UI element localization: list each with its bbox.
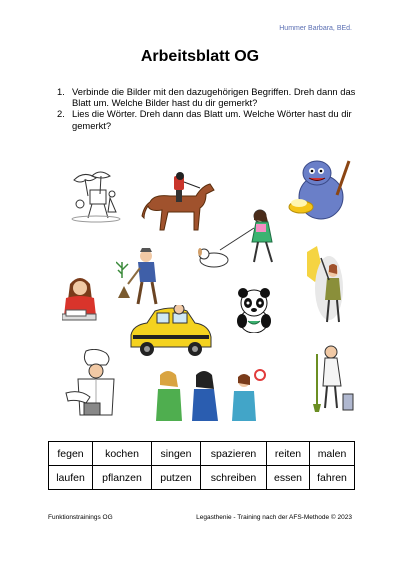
girl-walking-dog-icon — [196, 206, 284, 274]
task-item-1 — [57, 86, 357, 108]
word-cell: putzen — [152, 466, 201, 490]
word-cell: spazieren — [201, 442, 267, 466]
page-title: Arbeitsblatt OG — [140, 48, 260, 65]
author-name: Hummer Barbara, BEd. — [279, 25, 352, 32]
word-cell: schreiben — [201, 466, 267, 490]
task-list — [57, 86, 357, 131]
table-row — [49, 442, 355, 466]
word-cell: reiten — [267, 442, 310, 466]
taxi-driving-icon — [127, 305, 215, 359]
table-row — [49, 466, 355, 490]
word-cell: fegen — [49, 442, 93, 466]
word-cell: pflanzen — [93, 466, 152, 490]
woman-painting-wall-icon — [307, 242, 353, 330]
footer-copyright: Legasthenie - Training nach der AFS-Methode © 2023 — [196, 514, 352, 521]
task-item-2 — [57, 108, 357, 130]
word-cell: kochen — [93, 442, 152, 466]
chef-cooking-icon — [62, 349, 118, 423]
man-planting-icon — [116, 248, 164, 308]
man-with-brooms-icon — [309, 344, 355, 414]
monster-cooking-icon — [287, 157, 357, 223]
word-cell: singen — [152, 442, 201, 466]
painting-easel-icon — [66, 166, 126, 226]
task-number: 1. — [57, 86, 65, 97]
people-singing-icon — [156, 369, 268, 425]
word-table — [48, 441, 355, 490]
task-text: Lies die Wörter. Dreh dann das Blatt um. Welche Wörter hast du dir gemerkt? — [72, 108, 352, 131]
word-cell: malen — [310, 442, 355, 466]
girl-writing-icon — [62, 274, 102, 326]
task-number: 2. — [57, 108, 65, 120]
panda-eating-icon — [234, 287, 274, 333]
word-cell: essen — [267, 466, 310, 490]
word-cell: laufen — [49, 466, 93, 490]
footer-course: Funktionstrainings OG — [48, 514, 113, 521]
word-cell: fahren — [310, 466, 355, 490]
task-text: Verbinde die Bilder mit den dazugehörigen Begriffen. Dreh dann das Blatt um. Welche Bilder hast du dir gemerkt? — [72, 86, 356, 109]
